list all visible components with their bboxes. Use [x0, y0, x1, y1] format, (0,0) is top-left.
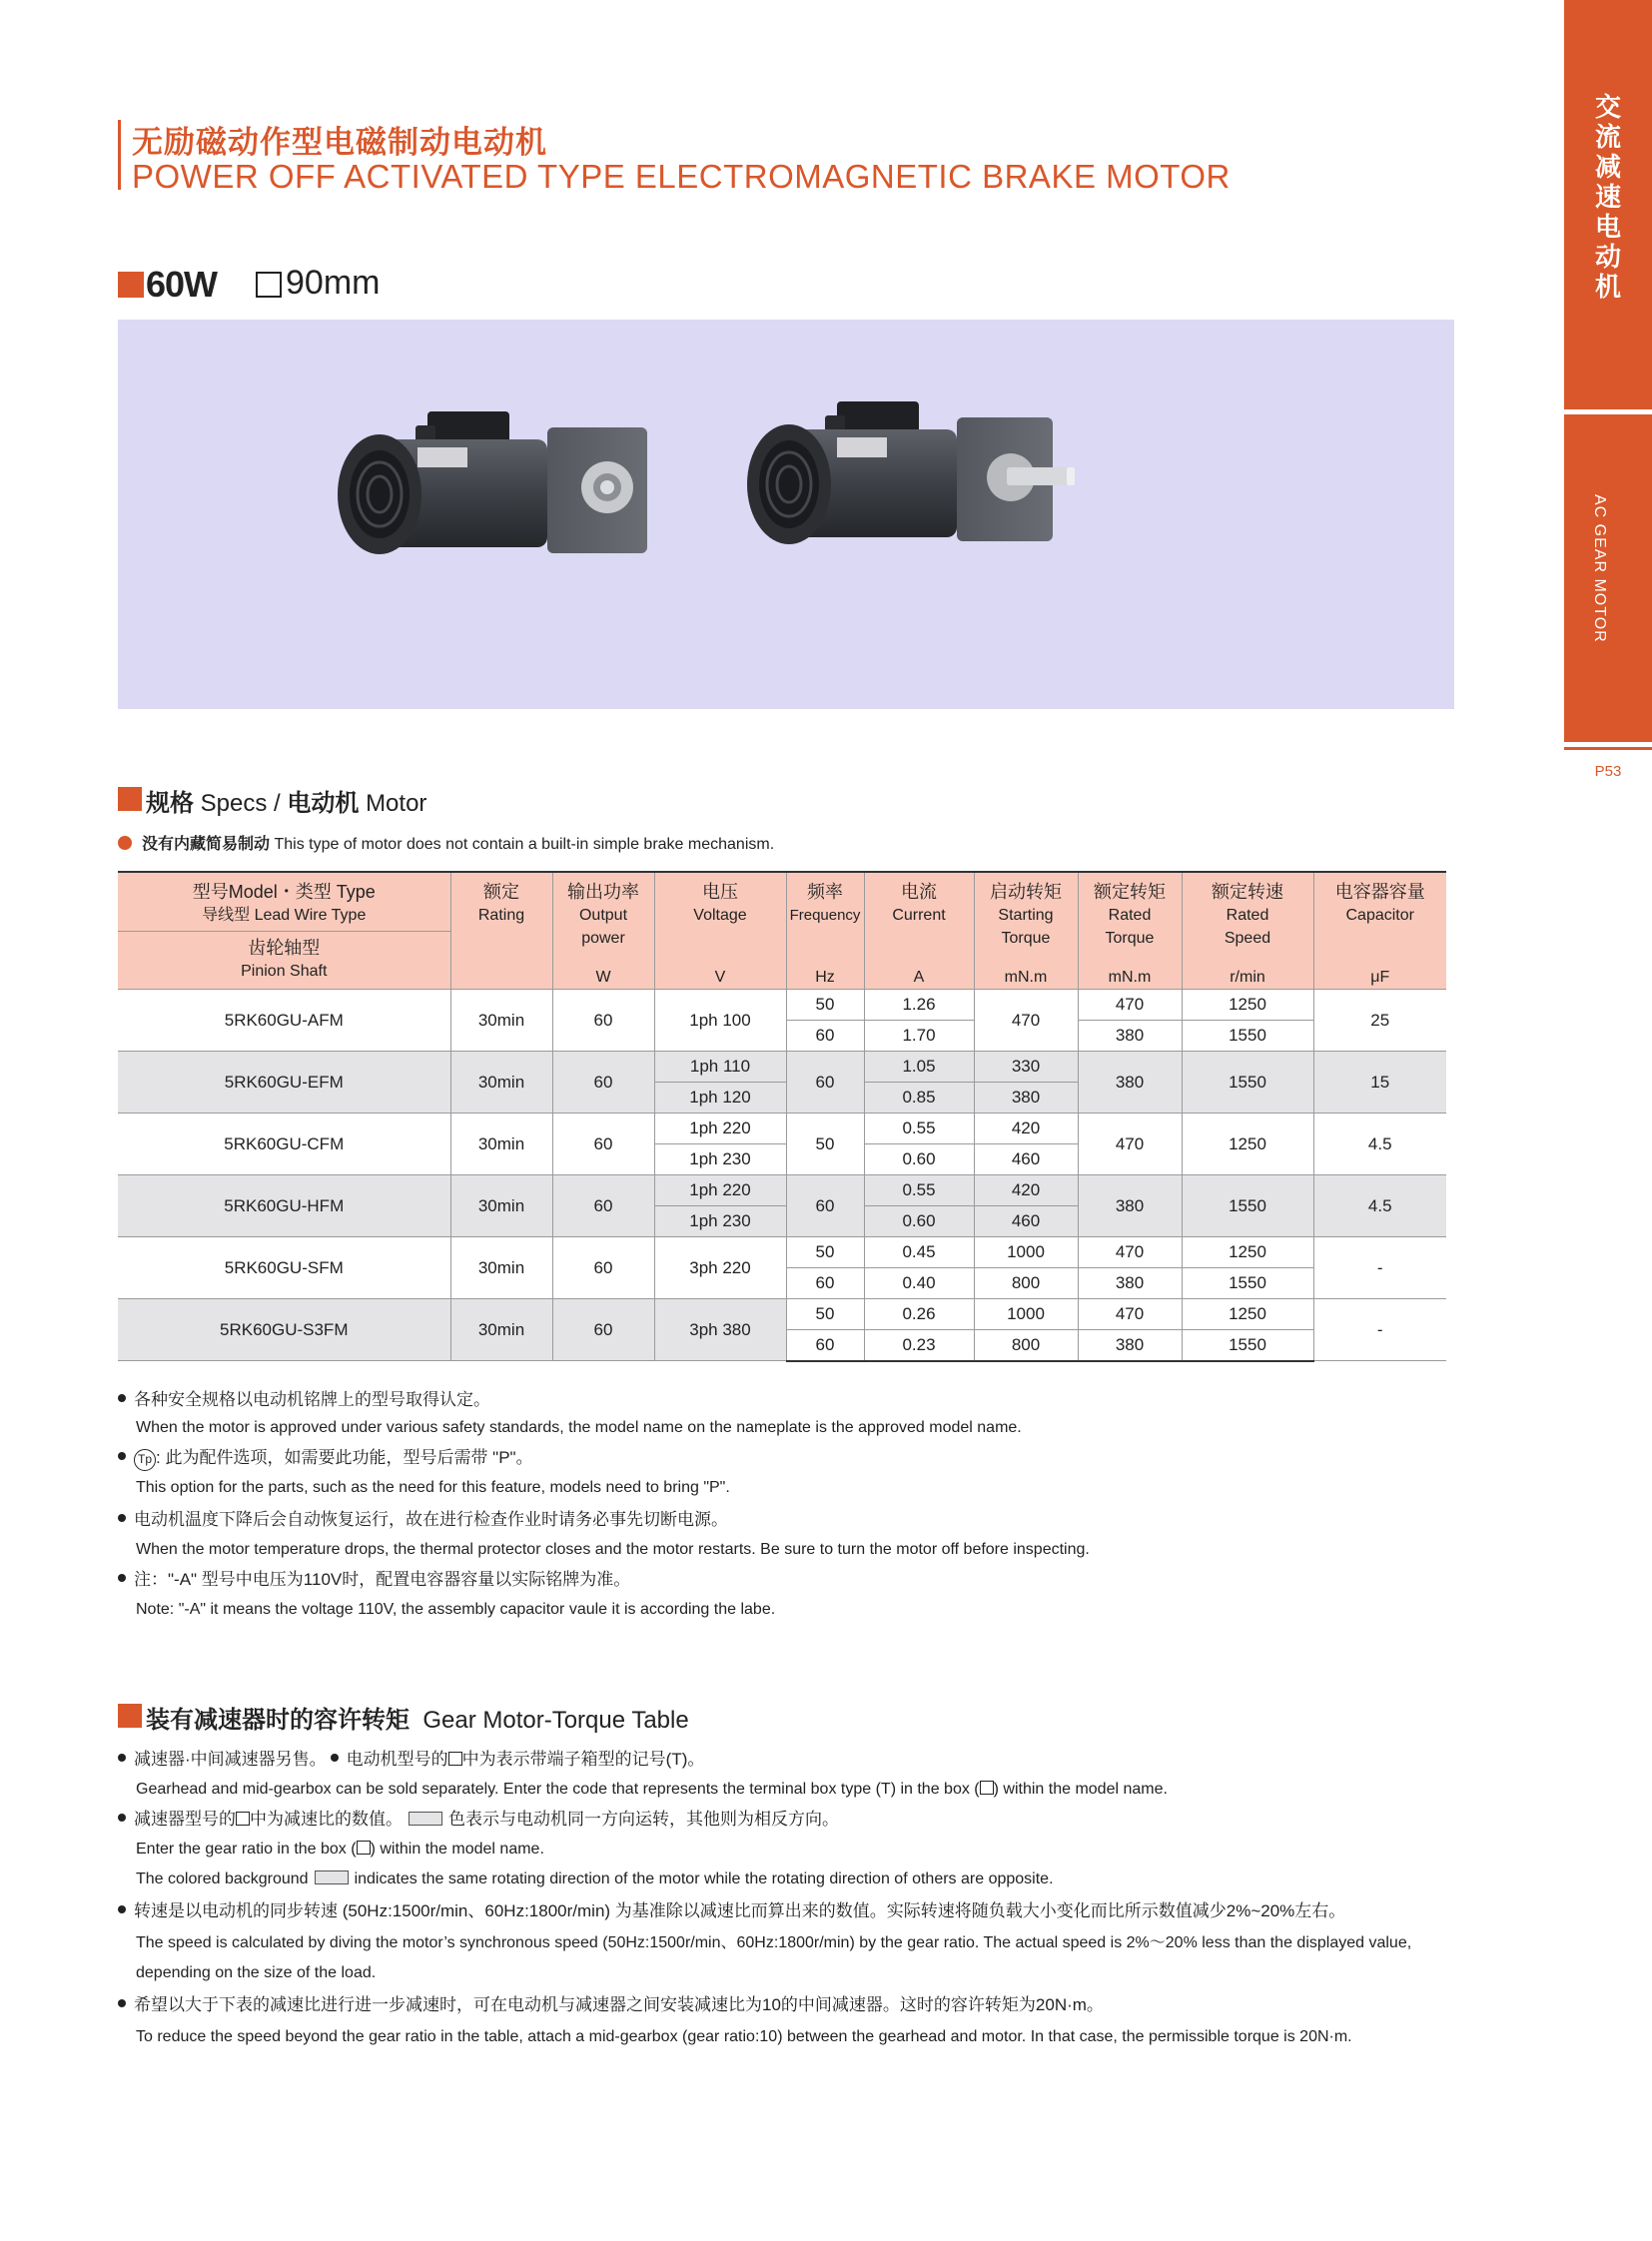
note-4-en: Note: "-A" it means the voltage 110V, the assembly capacitor vaule it is according the labe. [136, 1601, 776, 1618]
gear-note-1-en: Gearhead and mid-gearbox can be sold separately. Enter the code that represents the terminal box type (T) in the box ( ) within the model name. [136, 1781, 1168, 1798]
table-row: 5RK60GU-CFM 30min 60 1ph 220 50 0.55 420 470 1250 4.5 [118, 1114, 1446, 1144]
frame-size: 90mm [286, 264, 381, 302]
header-frequency: 频率 Frequency Hz [786, 872, 864, 990]
header-voltage: 电压 Voltage V [654, 872, 786, 990]
power-square-icon [118, 272, 144, 298]
page-number: P53 [1594, 763, 1622, 780]
gear-note-3-en-b: depending on the size of the load. [136, 1964, 377, 1981]
table-row: 5RK60GU-AFM 30min 60 1ph 100 50 1.26 470 470 1250 25 [118, 990, 1446, 1021]
gear-note-3-cn: 转速是以电动机的同步转速 (50Hz:1500r/min、60Hz:1800r/min) 为基准除以减速比而算出来的数值。实际转速将随负载大小变化而比所示数值减少2%~20%左右。 [118, 1899, 1345, 1923]
tp-option-icon: Tp [134, 1449, 156, 1471]
note-3-en: When the motor temperature drops, the thermal protector closes and the motor restarts. Be sure to turn the motor off before inspecting. [136, 1541, 1090, 1558]
header-capacitor: 电容器容量 Capacitor μF [1313, 872, 1446, 990]
table-row: 5RK60GU-SFM 30min 60 3ph 220 50 0.45 1000 470 1250 - [118, 1237, 1446, 1268]
sidebar-category [1564, 0, 1652, 409]
note-3-cn: 电动机温度下降后会自动恢复运行，故在进行检查作业时请务必事先切断电源。 [118, 1508, 728, 1532]
header-output: 输出功率 Output power W [552, 872, 654, 990]
note-2-cn: Tp : 此为配件选项，如需要此功能，型号后需带 "P"。 [118, 1446, 533, 1471]
specs-heading: 规格 Specs / 电动机 Motor [146, 790, 427, 817]
gear-heading: 装有减速器时的容许转矩 Gear Motor-Torque Table [146, 1707, 689, 1734]
table-row: 5RK60GU-EFM 30min 60 1ph 110 60 1.05 330 380 1550 15 [118, 1052, 1446, 1083]
header-rated-speed: 额定转速 Rated Speed r/min [1182, 872, 1313, 990]
table-header-row [118, 872, 1446, 990]
gear-note-2-en-b: The colored background indicates the same rotating direction of the motor while the rotating direction of others are opposite. [136, 1870, 1054, 1887]
brake-note: 没有内藏简易制动 This type of motor does not contain a built-in simple brake mechanism. [118, 831, 774, 854]
table-row: 1ph 230 0.60 460 [118, 1144, 1446, 1175]
box-icon [448, 1752, 462, 1766]
bullet-icon [118, 1754, 126, 1762]
header-rated-torque: 额定转矩 Rated Torque mN.m [1078, 872, 1182, 990]
frame-square-icon [256, 272, 282, 298]
color-swatch-icon [409, 1812, 442, 1826]
table-row: 5RK60GU-HFM 30min 60 1ph 220 60 0.55 420 380 1550 4.5 [118, 1175, 1446, 1206]
sidebar-cn-title: 交 流 减 速 电 动 机 [1594, 92, 1621, 302]
bullet-icon [118, 1514, 126, 1522]
sidebar-en-tab [1564, 414, 1652, 742]
note-4-cn: 注："-A" 型号中电压为110V时，配置电容器容量以实际铭牌为准。 [118, 1568, 630, 1592]
table-row: 1ph 120 0.85 380 [118, 1083, 1446, 1114]
product-photo [118, 320, 1454, 709]
gear-note-4-en: To reduce the speed beyond the gear ratio in the table, attach a mid-gearbox (gear ratio:10) between the gearhead and motor. In that case, the permissible torque is 20N·m. [136, 2028, 1352, 2045]
header-model: 型号Model・类型 Type 导线型 Lead Wire Type 齿轮轴型 Pinion Shaft [118, 872, 450, 990]
specs-square-icon [118, 787, 142, 811]
gear-note-4-cn: 希望以大于下表的减速比进行进一步减速时，可在电动机与减速器之间安装减速比为10的中间减速器。这时的容许转矩为20N·m。 [118, 1993, 1104, 2017]
gear-note-1-cn: 减速器·中间减速器另售。 电动机型号的 中为表示带端子箱型的记号(T)。 [118, 1748, 704, 1772]
gear-note-3-en: The speed is calculated by diving the motor’s synchronous speed (50Hz:1500r/min、60Hz:1800r/min) by the gear ratio. The actual speed is 2%～20% less than the displayed value, [136, 1934, 1412, 1951]
gear-square-icon [118, 1704, 142, 1728]
bullet-icon [118, 1574, 126, 1582]
box-icon [357, 1841, 371, 1855]
page-title-en: POWER OFF ACTIVATED TYPE ELECTROMAGNETIC BRAKE MOTOR [132, 158, 1231, 195]
gear-motor-photo-right [747, 401, 1075, 544]
table-row: 60 0.40 800 380 1550 [118, 1268, 1446, 1299]
gear-motor-photo-left [338, 411, 647, 554]
sidebar-en-title: AC GEAR MOTOR [1591, 494, 1608, 643]
header-rating: 额定 Rating [450, 872, 552, 990]
header-current: 电流 Current A [864, 872, 974, 990]
sidebar-divider [1564, 747, 1652, 750]
gear-note-2-en: Enter the gear ratio in the box ( ) within the model name. [136, 1841, 544, 1858]
page-title-cn: 无励磁动作型电磁制动电动机 [132, 125, 547, 160]
table-row: 60 1.70 380 1550 [118, 1021, 1446, 1052]
box-icon [980, 1781, 994, 1795]
table-row: 60 0.23 800 380 1550 [118, 1330, 1446, 1361]
bullet-icon [118, 1394, 126, 1402]
header-starting-torque: 启动转矩 Starting Torque mN.m [974, 872, 1078, 990]
color-swatch-icon [315, 1870, 349, 1884]
bullet-icon [331, 1754, 339, 1762]
gear-motor-photos [118, 320, 1454, 709]
table-row: 5RK60GU-S3FM 30min 60 3ph 380 50 0.26 1000 470 1250 - [118, 1299, 1446, 1330]
orange-dot-icon [118, 836, 132, 850]
specs-table [118, 871, 1446, 1362]
power-rating: 60W [146, 264, 218, 305]
note-2-en: This option for the parts, such as the need for this feature, models need to bring "P". [136, 1479, 730, 1496]
table-row: 1ph 230 0.60 460 [118, 1206, 1446, 1237]
title-accent-bar [118, 120, 121, 190]
bullet-icon [118, 1905, 126, 1913]
bullet-icon [118, 1814, 126, 1822]
box-icon [236, 1812, 250, 1826]
gear-note-2-cn: 减速器型号的 中为减速比的数值。 色表示与电动机同一方向运转，其他则为相反方向。 [118, 1808, 839, 1832]
bullet-icon [118, 1452, 126, 1460]
note-1-en: When the motor is approved under various safety standards, the model name on the nameplate is the approved model name. [136, 1419, 1022, 1436]
bullet-icon [118, 1999, 126, 2007]
note-1-cn: 各种安全规格以电动机铭牌上的型号取得认定。 [118, 1388, 490, 1412]
